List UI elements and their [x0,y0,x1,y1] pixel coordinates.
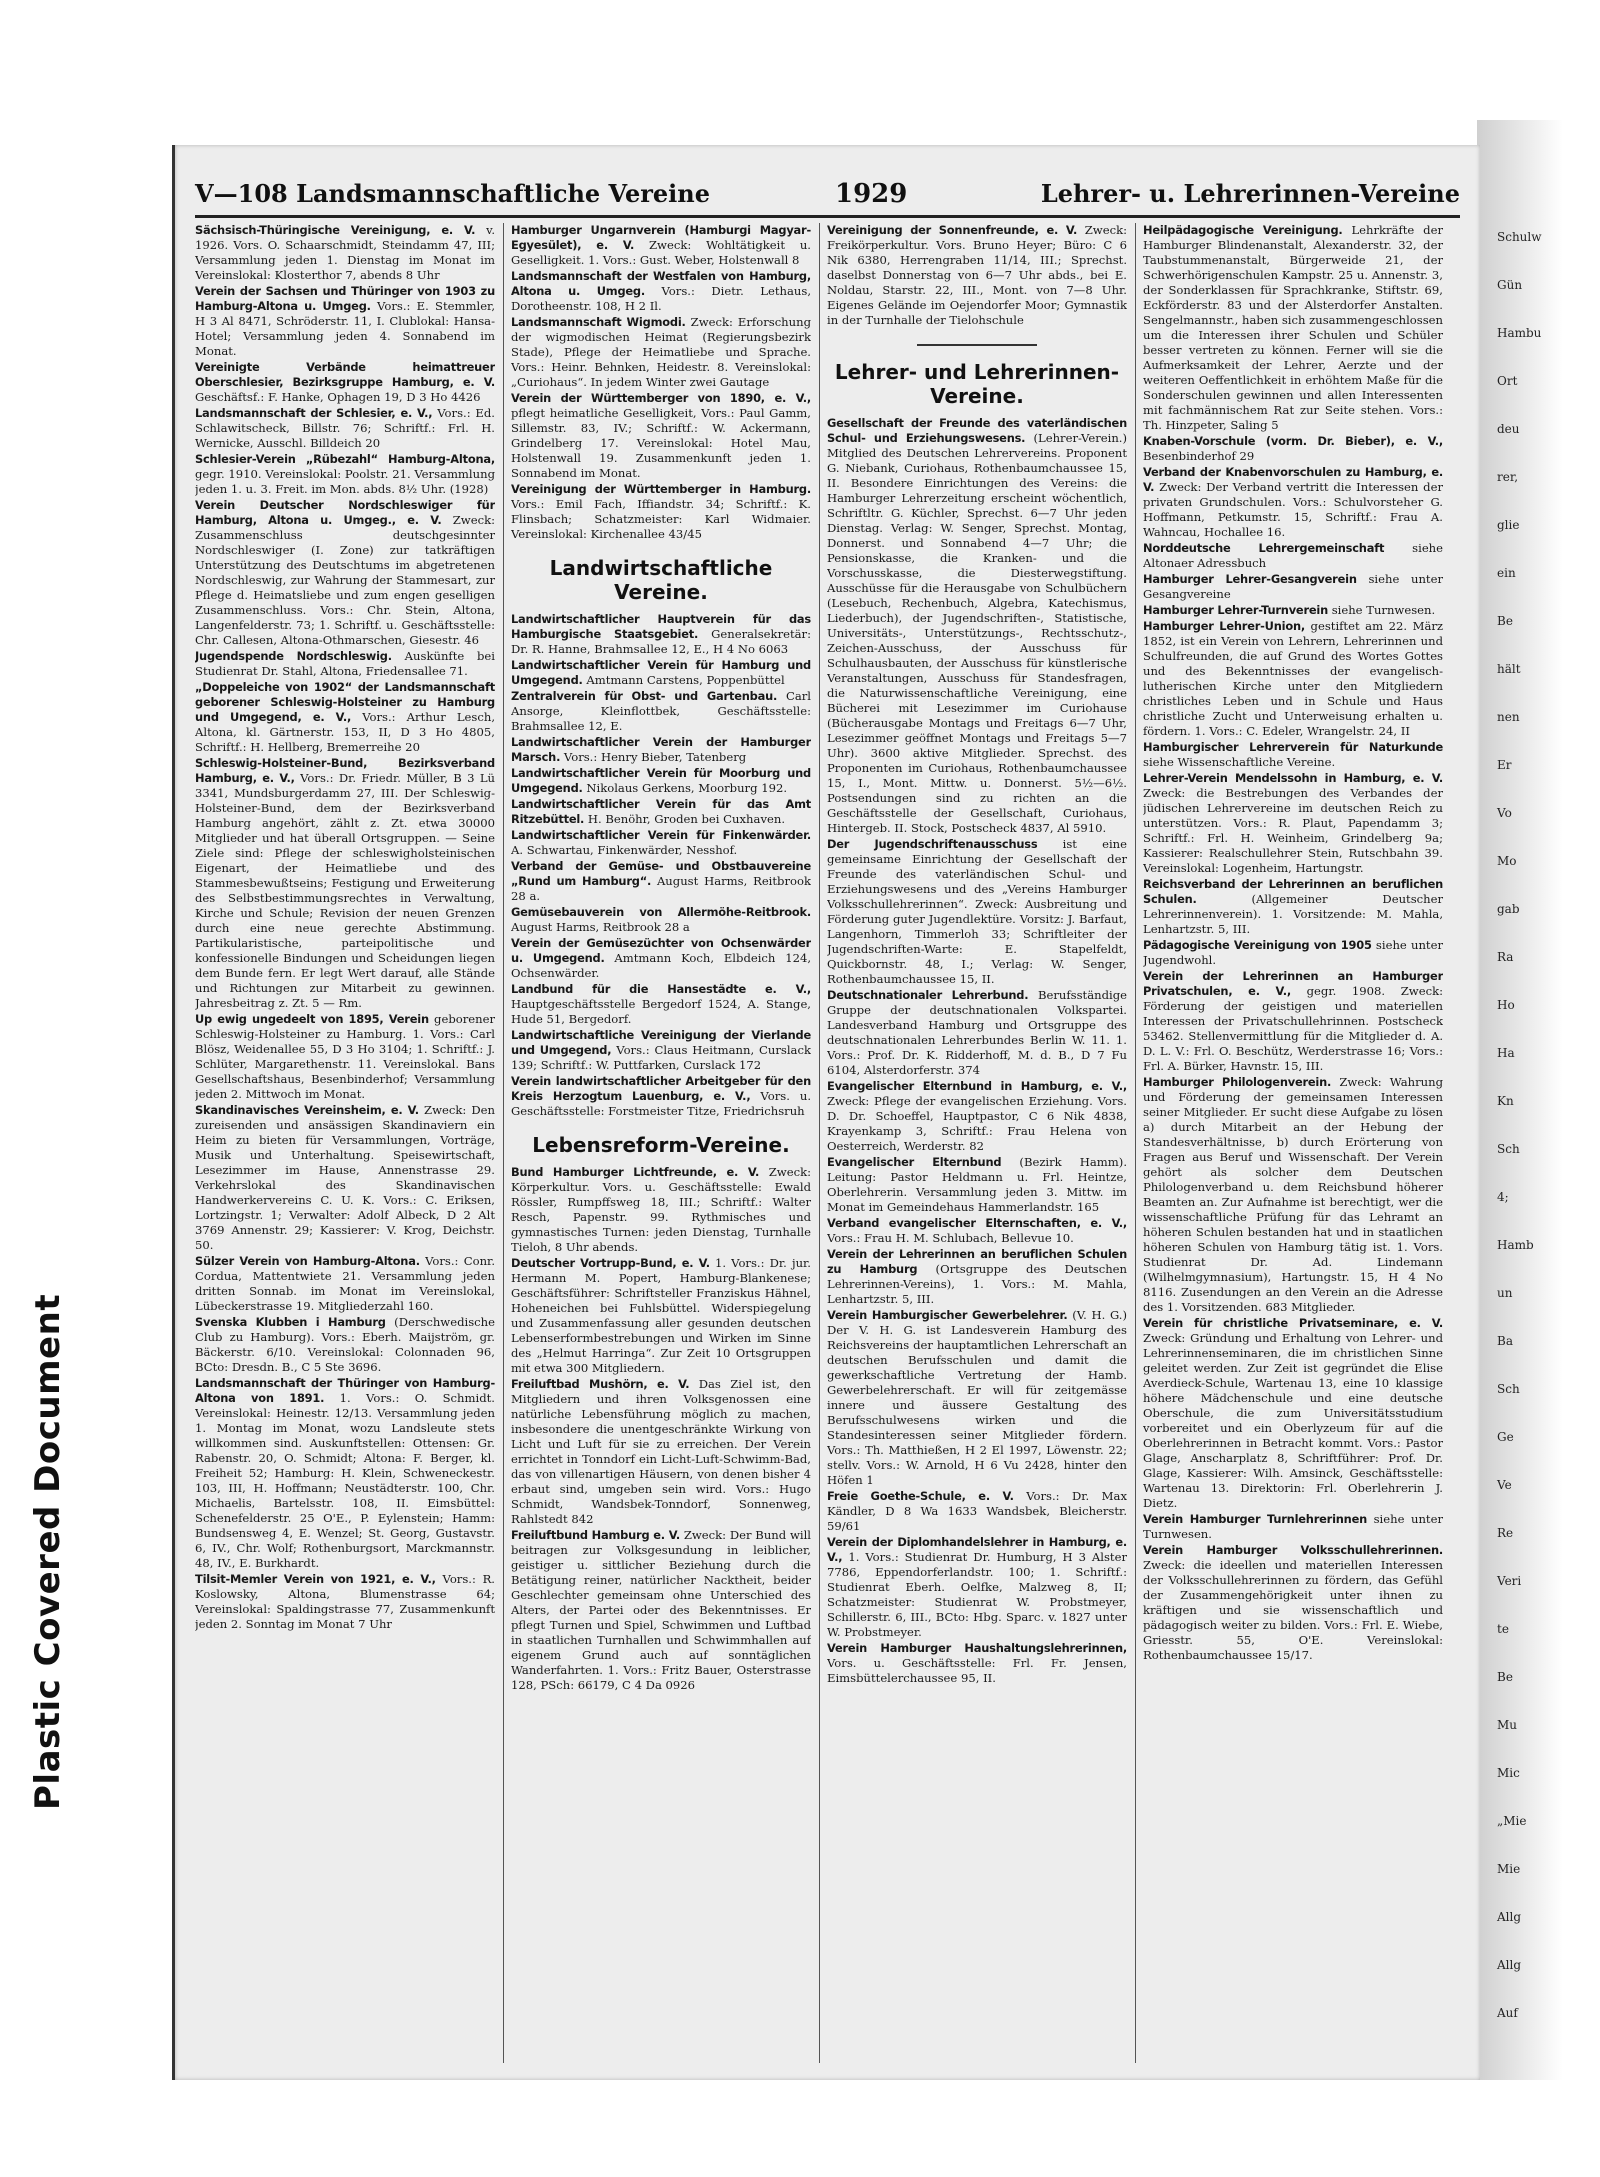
entry-text: Vors.: E. Stemmler, H 3 Al 8471, Schröderstr. 11, I. Clublokal: Hansa-Hotel; Versammlung jeden 4. Sonnabend im Monat. [195,299,495,358]
directory-entry [511,1377,811,1527]
directory-entry [511,936,811,981]
entry-title: Gemüsebauverein von Allermöhe-Reitbrook. [511,905,811,919]
directory-entry [1143,1316,1443,1511]
directory-entry [511,689,811,734]
directory-entry [827,1489,1127,1534]
entry-title: Evangelischer Elternbund in Hamburg, e. V., [827,1079,1127,1093]
directory-entry [511,269,811,314]
directory-entry [827,416,1127,836]
entry-title: Verband der Knabenvorschulen zu Hamburg, e. V. [1143,465,1443,494]
entry-text: Vors.: Henry Bieber, Tatenberg [563,750,747,764]
entry-title: Freiluftbad Mushörn, e. V. [511,1377,690,1391]
entry-text: (Bezirk Hamm). Leitung: Pastor Heldmann u. Frl. Heintze, Oberlehrerin. Versammlung jeden 3. Mittw. im Monat im Gemeindehaus Hammerlandstr. 165 [827,1155,1127,1214]
entry-title: Hamburger Ungarnverein (Hamburgi Magyar-Egyesület), e. V. [511,223,811,252]
next-page-fragment: Ho [1497,998,1515,1012]
entry-title: Landwirtschaftliche Vereinigung der Vierlande und Umgegend, [511,1028,811,1057]
entry-title: Verein der Sachsen und Thüringer von 1903 zu Hamburg-Altona u. Umgeg. [195,284,495,313]
entry-text: Das Ziel ist, den Mitgliedern und ihren Volksgenossen eine natürliche Lebensführung möglich zu machen, insbesondere die unentgeschränkte Wirkung von Licht und Luft für sie zu erreichen. Der Verein errichtet in Tonndorf ein Licht-Luft-Schwimm-Bad, das von villenartigen Häusern, von denen bisher 4 erbaut sind, umgeben sein wird. Vors.: Hugo Schmidt, Wandsbek-Tonndorf, Sonnenweg, Rahlstedt 842 [511,1377,811,1526]
next-page-fragment: Allg [1497,1958,1522,1972]
entry-title: Gesellschaft der Freunde des vaterländischen Schul- und Erziehungswesens. [827,416,1127,445]
directory-entry [1143,434,1443,464]
entry-title: Landwirtschaftlicher Verein der Hamburger Marsch. [511,735,811,764]
entry-title: Landwirtschaftlicher Verein für das Amt Ritzebüttel. [511,797,811,826]
entry-text: pflegt heimatliche Geselligkeit, Vors.: Paul Gamm, Sillemstr. 83, IV.; Schriftf.: W. Ackermann, Grindelberg 17. Vereinslokal: Hotel Mau, Holstenwall 19. Zusammenkunft jeden 1. Sonnabend im Monat. [511,406,811,480]
next-page-fragment: Mie [1497,1862,1521,1876]
directory-entry [1143,877,1443,937]
side-label: Plastic Covered Document [28,1293,68,1810]
header-right: Lehrer- u. Lehrerinnen-Vereine [1040,179,1460,208]
entry-title: Vereinigung der Sonnenfreunde, e. V. [827,223,1078,237]
entry-title: Landbund für die Hansestädte e. V., [511,982,811,996]
entry-text: Auskünfte bei Studienrat Dr. Stahl, Altona, Friedensallee 71. [195,649,495,678]
entry-text: 1. Vors.: Dr. jur. Hermann M. Popert, Hamburg-Blankenese; Geschäftsführer: Schriftsteller Franziskus Hähnel, Hoheneichen bei Fuhlsbüttel. Widerspiegelung und Zusammenfassung aller gesunden deutschen Lebenserformbestrebungen und Wirken im Sinne des „Helmut Harringa“. Zur Zeit 10 Ortsgruppen mit etwa 300 Mitgliedern. [511,1256,811,1375]
entry-title: Der Jugendschriftenausschuss [827,837,1038,851]
entry-text: Zweck: Der Bund will beitragen zur Volksgesundung in leiblicher, geistiger u. sittlicher Beziehung durch die Betätigung reiner, natürlicher Nacktheit, beider Geschlechter gemeinsam ohne Unterschied des Alters, der Partei oder des Bekenntnisses. Er pflegt Turnen und Spiel, Schwimmen und Luftbad in staatlichen Turnhallen und Schwimmhallen auf eigenem Grund auch auf sonntäglichen Wanderfahrten. 1. Vors.: Fritz Bauer, Osterstrasse 128, PSch: 66179, C 4 Da 0926 [511,1528,811,1692]
entry-title: Hamburger Philologenverein. [1143,1075,1332,1089]
next-page-fragment: Ha [1497,1046,1515,1060]
directory-entry [511,905,811,935]
entry-text: Vors.: Frau H. M. Schlubach, Bellevue 10. [827,1231,1074,1245]
entry-title: Jugendspende Nordschleswig. [195,649,392,663]
entry-title: Vereinigte Verbände heimattreuer Oberschlesier, Bezirksgruppe Hamburg, e. V. [195,360,495,389]
directory-entry [511,612,811,657]
entry-text: Amtmann Koch, Elbdeich 124, Ochsenwärder. [511,951,811,980]
entry-text: Vors. u. Geschäftsstelle: Forstmeister Titze, Friedrichsruh [511,1089,811,1118]
entry-title: Landwirtschaftlicher Verein für Moorburg und Umgegend. [511,766,811,795]
next-page-fragment: Mo [1497,854,1517,868]
entry-title: Landsmannschaft der Westfalen von Hamburg, Altona u. Umgeg. [511,269,811,298]
entry-text: Carl Ansorge, Kleinflottbek, Geschäftsstelle: Brahmsallee 12, E. [511,689,811,733]
directory-entry [1143,969,1443,1074]
entry-text: Zweck: Erforschung der wigmodischen Heimat (Regierungsbezirk Stade), Pflege der Heimatliebe und Sprache. Vors.: Heinr. Behnken, Heidestr. 8. Vereinslokal: „Curiohaus“. In jedem Winter zwei Gautage [511,315,811,389]
entry-text: A. Schwartau, Finkenwärder, Nesshof. [511,843,738,857]
column-4 [1143,223,1443,2063]
entry-title: Deutscher Vortrupp-Bund, e. V. [511,1256,710,1270]
entry-title: Verein der Gemüsezüchter von Ochsenwärder u. Umgegend. [511,936,811,965]
entry-title: Hamburger Lehrer-Union, [1143,619,1305,633]
next-page-fragment: Sch [1497,1142,1520,1156]
directory-entry [511,1074,811,1119]
next-page-fragment: Ve [1497,1478,1512,1492]
entry-text: August Harms, Reitbrook 28 a [511,920,690,934]
next-page-fragment: Gün [1497,278,1523,292]
next-page-fragment: Ort [1497,374,1518,388]
entry-title: Pädagogische Vereinigung von 1905 [1143,938,1372,952]
next-page-fragment: gab [1497,902,1520,916]
entry-text: Geschäftsf.: F. Hanke, Ophagen 19, D 3 Ho 4426 [195,390,481,404]
column-divider [1135,223,1136,2063]
next-page-fragment: Mu [1497,1718,1518,1732]
directory-entry [1143,223,1443,433]
entry-text: Zweck: Gründung und Erhaltung von Lehrer- und Lehrerinnenseminaren, die im christlichen Sinne geleitet werden. Zur Zeit ist gegründet die Elise Averdieck-Schule, Wartenau 13, eine 10 klassige höhere Mädchenschule und eine deutsche Oberschule, die zum Universitätsstudium vorbereitet und ein Oberlyzeum für auf die Oberlehrerinnen in Betracht kommt. Vors.: Pastor Glage, Anscharplatz 8, Schriftführer: Prof. Dr. Glage, Kassierer: Wilh. Amsinck, Geschäftsstelle: Wartenau 13. Direktorin: Frl. Oberlehrerin J. Dietz. [1143,1331,1443,1510]
entry-title: Landwirtschaftlicher Verein für Hamburg und Umgegend. [511,658,811,687]
next-page-fragment: Re [1497,1526,1514,1540]
column-divider [819,223,820,2063]
directory-entry [1143,1512,1443,1542]
entry-text: Vors.: Dr. Max Kändler, D 8 Wa 1633 Wandsbek, Bleicherstr. 59/61 [827,1489,1127,1533]
entry-text: Lehrkräfte der Hamburger Blindenanstalt, Alexanderstr. 32, der Taubstummenanstalt, Bürgerweide 21, der Schwerhörigenschulen Kampstr. 25 u. Annenstr. 3, der Sonderklassen für Sprachkranke, Stiftstr. 69, Eckförderstr. 83 und der Alsterdorfer Anstalten. Sengelmannstr., haben sich zusammengeschlossen um die Interessen ihrer Schulen und Schüler besser vertreten zu können. Ferner will sie die Aufmerksamkeit der Lehrer, Aerzte und der weiteren Oeffentlichkeit in erhöhtem Maße für die Sonderschulen gewinnen und allen Interessenten mit fachmännischem Rat zur Seite stehen. Vors.: Th. Hinzpeter, Saling 5 [1143,223,1443,432]
next-page-fragment: Sch [1497,1382,1520,1396]
entry-title: Lehrer-Verein Mendelssohn in Hamburg, e. V. [1143,771,1443,785]
directory-entry [827,837,1127,987]
next-page-fragment: Er [1497,758,1512,772]
entry-text: Zweck: die ideellen und materiellen Interessen der Volksschullehrerinnen zu fördern, das Gefühl der Zusammengehörigkeit unter ihnen zu kräftigen und sie wissenschaftlich und pädagogisch weiter zu bilden. Vors.: Frl. E. Wiebe, Griesstr. 55, O'E. Vereinslokal: Rothenbaumchaussee 15/17. [1143,1558,1443,1662]
entry-text: Zweck: Pflege der evangelischen Erziehung. Vors. D. Dr. Schoeffel, Hauptpastor, C 6 Nik 4838, Krayenkamp 3, Schriftf.: Frau Helena von Oesterreich, Werderstr. 82 [827,1094,1127,1153]
entry-title: Verband der Gemüse- und Obstbauvereine „Rund um Hamburg“. [511,859,811,888]
section-title-lebensreform: Lebensreform-Vereine. [532,1133,790,1157]
directory-entry [827,1079,1127,1154]
directory-entry [511,658,811,688]
entry-text: siehe unter Gesangvereine [1143,572,1443,601]
entry-text: Vors.: Arthur Lesch, Altona, kl. Gärtnerstr. 153, II, D 3 Ho 4805, Schriftf.: H. Hellberg, Bremerreihe 20 [195,710,495,754]
entry-title: Landsmannschaft der Schlesier, e. V., [195,406,433,420]
entry-text: Zweck: die Bestrebungen des Verbandes der jüdischen Lehrervereine im deutschen Reich zu unterstützen. Vors.: R. Plaut, Papendamm 3; Schriftf.: Frl. H. Weinheim, Grindelberg 9a; Kassierer: Realschullehrer Stein, Rutschbahn 39. Vereinslokal: Logenheim, Hartungstr. [1143,786,1443,875]
entry-text: Vors.: Claus Heitmann, Curslack 139; Schriftf.: W. Puttfarken, Curslack 172 [511,1043,811,1072]
entry-title: Landwirtschaftlicher Hauptverein für das Hamburgische Staatsgebiet. [511,612,811,641]
next-page-fragment: te [1497,1622,1509,1636]
entry-title: Verein Hamburgischer Gewerbelehrer. [827,1308,1068,1322]
directory-entry [511,797,811,827]
directory-entry [511,828,811,858]
entry-text: Vors.: Dietr. Lethaus, Dorotheenstr. 108, H 2 Il. [511,284,811,313]
entry-text: (Allgemeiner Deutscher Lehrerinnenverein). 1. Vorsitzende: M. Mahla, Lenhartzstr. 5, III. [1143,892,1443,936]
section-title-landwirtschaft: Landwirtschaftliche Vereine. [549,556,773,604]
directory-entry [827,1247,1127,1307]
entry-text: gegr. 1908. Zweck: Förderung der geistigen und materiellen Interessen der Privatschullehrinnen. Postscheck 53462. Stellenvermittlung für die Mitglieder d. A. D. L. V.: Frl. O. Beschütz, Werderstrasse 16; Vors.: Frl. A. Bürker, Havnstr. 15, III. [1143,984,1443,1073]
entry-title: Hamburgischer Lehrerverein für Naturkunde [1143,740,1443,754]
entry-title: Reichsverband der Lehrerinnen an beruflichen Schulen. [1143,877,1443,906]
entry-title: Landsmannschaft der Thüringer von Hamburg-Altona von 1891. [195,1376,495,1405]
entry-text: Zweck: Der Verband vertritt die Interessen der privaten Grundschulen. Vors.: Schulvorsteher G. Hoffmann, Petkumstr. 15, Schriftf.: Frau A. Wahncau, Hochallee 16. [1143,480,1443,539]
directory-entry [1143,619,1443,739]
entry-title: Verein Deutscher Nordschleswiger für Hamburg, Altona u. Umgeg., e. V. [195,498,495,527]
entry-title: Schlesier-Verein „Rübezahl“ Hamburg-Altona, [195,452,495,466]
entry-title: Evangelischer Elternbund [827,1155,1002,1169]
directory-entry [827,1308,1127,1488]
directory-entry [1143,1075,1443,1315]
entry-title: Verein für christliche Privatseminare, e. V. [1143,1316,1443,1330]
entry-title: Verein landwirtschaftlicher Arbeitgeber für den Kreis Herzogtum Lauenburg, e. V., [511,1074,811,1103]
column-1 [195,223,495,2063]
directory-entry [511,482,811,542]
entry-text: siehe Wissenschaftliche Vereine. [1143,755,1336,769]
entry-text: H. Benöhr, Groden bei Cuxhaven. [587,812,786,826]
header-year: 1929 [835,179,908,209]
entry-text: Generalsekretär: Dr. R. Hanne, Brahmsallee 12, E., H 4 No 6063 [511,627,811,656]
entry-title: Verein der Württemberger von 1890, e. V., [511,391,811,405]
entry-text: (Lehrer-Verein.) Mitglied des Deutschen Lehrervereins. Proponent G. Niebank, Curiohaus, Rothenbaumchaussee 15, II. Besondere Einrichtungen des Vereins: die Hamburger Lehrerzeitung erscheint wöchentlich, Schriftltr. G. Küchler, Sprechst. 6—7 Uhr jeden Dienstag. Verlag: W. Senger, Sprechst. Montag, Donnerst. und Sonnabend 4—7 Uhr; die Pensionskasse, die Kranken- und die Vorschusskasse, die Diesterwegstiftung. Ausschüsse für die Herausgabe von Schulbüchern (Lesebuch, Rechenbuch, Algebra, Katechismus, Liederbuch), der Jugendschriften-, Statistische, Universitäts-, Unterstützungs-, Rechtsschutz-, Zeichen-Ausschuss, der Ausschuss für Schulhausbauten, der Ausschuss für künstlerische Veranstaltungen, Ausschuss für Standesfragen, die Naturwissenschaftliche Vereinigung, eine Bücherei mit Lesezimmer im Curiohause (Bücherausgabe Montags und Freitags 6—7 Uhr, Lesezimmer geöffnet Montags und Freitags 5—7 Uhr). 3600 aktive Mitglieder. Sprechst. des Proponenten im Curiohaus, Rothenbaumchaussee 15, I., Mont. Mittw. u. Donnerst. 5½—6½. Postsendungen sind zu richten an die Geschäftsstelle der Gesellschaft, Curiohaus, Hintergeb. II. Stock, Postscheck 4837, Al 5910. [827,431,1127,835]
entry-title: Tilsit-Memler Verein von 1921, e. V., [195,1572,436,1586]
entry-text: Zweck: Den zureisenden und ansässigen Skandinaviern ein Heim zu bieten für Versammlungen, Vorträge, Musik und Unterhaltung. Speisewirtschaft, Lesezimmer im Hause, Annenstrasse 29. Verkehrslokal des Skandinavischen Handwerkervereins C. U. K. Vors.: C. Eriksen, Lortzingstr. 1; Verwalter: Adolf Albeck, D 2 Alt 3769 Annenstr. 29; Kassierer: V. Krog, Deichstr. 50. [195,1103,495,1252]
section-title-lehrer: Lehrer- und Lehrerinnen-Vereine. [834,360,1120,408]
next-page-fragment: Ba [1497,1334,1513,1348]
directory-entry [511,315,811,390]
next-page-fragment: Be [1497,1670,1513,1684]
entry-text: Vors.: Dr. Friedr. Müller, B 3 Lü 3341, Mundsburgerdamm 27, III. Der Schleswig-Holsteiner-Bund, dem der Bezirksverband Hamburg angehört, zählt z. Zt. etwa 30000 Mitglieder und hat überall Ortsgruppen. — Seine Ziele sind: Pflege der schleswigholsteinischen Eigenart, der Heimatliebe und des Stammesbewußtseins; Festigung und Erweiterung des Selbstbestimmungsrechtes in Verwaltung, Kirche und Schule; Revision der neuen Grenzen durch eine neue gerechte Abstimmung. Partikularistische, parteipolitische und konfessionelle Bindungen und Scheidungen liegen dem Bunde fern. Er legt Wert darauf, alle Stände und Richtungen zur Mitarbeit zu gewinnen. Jahresbeitrag z. Zt. 5 — Rm. [195,771,495,1010]
entry-text: Zweck: Freikörperkultur. Vors. Bruno Heyer; Büro: C 6 Nik 6380, Herrengraben 11/14, III.; Sprechst. daselbst Donnerstag von 6—7 Uhr abds., bei E. Noldau, Starstr. 22, III., Mont. von 7—8 Uhr. Eigenes Gelände im Oejendorfer Moor; Gymnastik in der Turnhalle der Tielohschule [827,223,1127,327]
entry-text: siehe unter Turnwesen. [1143,1512,1443,1541]
next-page-fragment: glie [1497,518,1520,532]
document-page [172,145,1480,2080]
entry-text: ist eine gemeinsame Einrichtung der Gesellschaft der Freunde des vaterländischen Schul- und Erziehungswesens und des „Vereins Hamburger Volksschullehrerinnen“. Zweck: Ausbreitung und Förderung guter Jugendlektüre. Vorsitz: J. Barfaut, Langenhorn, Timmerloh 33; Schriftleiter der Jugendschriften-Warte: E. Stapelfeldt, Quickbornstr. 48, I.; Verlag: W. Senger, Rothenbaumchaussee 15, II. [827,837,1127,986]
directory-entry [195,284,495,359]
entry-text: gestiftet am 22. März 1852, ist ein Verein von Lehrern, Lehrerinnen und Schulfreunden, die auf Grund des Wortes Gottes und des Bekenntnisses der evangelisch-lutherischen Kirche unter den Mitgliedern christliches Leben und in Schule und Haus christliche Zucht und Unterweisung erhalten u. fördern. 1. Vors.: C. Edeler, Wrangelstr. 24, II [1143,619,1443,738]
entry-text: 1. Vors.: Studienrat Dr. Humburg, H 3 Alster 7786, Eppendorferlandstr. 100; 1. Schriftf.: Studienrat Eberh. Oelfke, Malzweg 8, II; Schatzmeister: Studienrat W. Probstmeyer, Schillerstr. 6, III., BCto: Hbg. Sparc. v. 1827 unter W. Probstmeyer. [827,1550,1127,1639]
next-page-fragment: hält [1497,662,1521,676]
directory-entry [195,1254,495,1314]
page-header [195,175,1460,218]
entry-title: Verein der Lehrerinnen an beruflichen Schulen zu Hamburg [827,1247,1127,1276]
entry-text: Zweck: Wohltätigkeit u. Geselligkeit. 1. Vors.: Gust. Weber, Holstenwall 8 [511,238,811,267]
directory-entry [195,1572,495,1632]
directory-entry [1143,603,1443,618]
entry-title: Verein Hamburger Turnlehrerinnen [1143,1512,1368,1526]
entry-text: v. 1926. Vors. O. Schaarschmidt, Steindamm 47, III; Versammlung jeden 1. Dienstag im Monat im Vereinslokal: Klosterthor 7, abends 8 Uhr [195,223,495,282]
directory-entry [1143,740,1443,770]
next-page-fragment: Veri [1497,1574,1522,1588]
entry-title: Hamburger Lehrer-Gesangverein [1143,572,1357,586]
next-page-fragment: ein [1497,566,1516,580]
column-2 [511,223,811,2063]
entry-text: (V. H. G.) Der V. H. G. ist Landesverein Hamburg des Reichsvereins der hauptamtlichen Lehrerschaft an deutschen Berufsschulen und damit die gewerkschaftliche Vertretung der Hamb. Gewerbelehrerschaft. Er will für zeitgemässe innere und äussere Gestaltung des Berufsschulwesens wirken und die Standesinteressen seiner Mitglieder fördern. Vors.: Th. Matthießen, H 2 El 1997, Löwenstr. 22; stellv. Vors.: W. Arnold, H 6 Vu 2428, hinter den Höfen 1 [827,1308,1127,1487]
next-page-fragment: „Mie [1497,1814,1527,1828]
entry-text: gegr. 1910. Vereinslokal: Poolstr. 21. Versammlung jeden 1. u. 3. Freit. im Mon. abds. 8½ Uhr. (1928) [195,467,495,496]
next-page-edge [1477,120,1600,2080]
entry-title: Landwirtschaftlicher Verein für Finkenwärder. [511,828,811,842]
entry-text: Amtmann Carstens, Poppenbüttel [586,673,785,687]
entry-title: Freie Goethe-Schule, e. V. [827,1489,1014,1503]
directory-entry [511,1256,811,1376]
directory-entry [511,1028,811,1073]
entry-text: (Derschwedische Club zu Hamburg). Vors.: Eberh. Maijström, gr. Bäckerstr. 6/10. Vereinslokal: Colonnaden 96, BCto: Dresdn. B., C 5 Ste 3696. [195,1315,495,1374]
entry-title: Freiluftbund Hamburg e. V. [511,1528,681,1542]
directory-entry [195,406,495,451]
directory-entry [827,1535,1127,1640]
entry-text: (Ortsgruppe des Deutschen Lehrerinnen-Vereins), 1. Vors.: M. Mahla, Lenhartzstr. 5, III. [827,1262,1127,1306]
entry-text: siehe Altonaer Adressbuch [1143,541,1443,570]
entry-title: Sülzer Verein von Hamburg-Altona. [195,1254,420,1268]
next-page-fragment: Schulw [1497,230,1542,244]
entry-title: Deutschnationaler Lehrerbund. [827,988,1029,1002]
entry-text: geborener Schleswig-Holsteiner zu Hamburg. 1. Vors.: Carl Blösz, Weidenallee 55, D 3 Ho 3104; 1. Schriftf.: J. Schlüter, Margarethenstr. 11. Vereinslokal. Bans Gesellschaftshaus, Besenbinderhof; Versammlung jeden 2. Mittwoch im Monat. [195,1012,495,1101]
directory-entry [1143,1543,1443,1663]
next-page-fragment: Hambu [1497,326,1542,340]
directory-entry [195,756,495,1011]
entry-title: Zentralverein für Obst- und Gartenbau. [511,689,778,703]
directory-entry [511,223,811,268]
entry-title: Knaben-Vorschule (vorm. Dr. Bieber), e. V., [1143,434,1443,448]
entry-title: Svenska Klubben i Hamburg [195,1315,386,1329]
column-3 [827,223,1127,2063]
entry-title: Schleswig-Holsteiner-Bund, Bezirksverband Hamburg, e. V., [195,756,495,785]
directory-entry [827,1641,1127,1686]
directory-entry [511,1528,811,1693]
directory-entry [827,988,1127,1078]
directory-entry [195,360,495,405]
entry-text: Vors.: Ed. Schlawitscheck, Billstr. 76; Schriftf.: Frl. H. Wernicke, Ausschl. Billdeich 20 [195,406,495,450]
entry-text: Vors.: R. Koslowsky, Altona, Blumenstrasse 64; Vereinslokal: Spaldingstrasse 77, Zusammenkunft jeden 2. Sonntag im Monat 7 Uhr [195,1572,495,1631]
entry-text: Nikolaus Gerkens, Moorburg 192. [586,781,788,795]
directory-entry [195,1103,495,1253]
entry-title: Verein Hamburger Volksschullehrerinnen. [1143,1543,1443,1557]
entry-title: Landsmannschaft Wigmodi. [511,315,686,329]
directory-entry [511,391,811,481]
header-left: V—108 Landsmannschaftliche Vereine [195,179,710,208]
directory-entry [195,452,495,497]
column-divider [503,223,504,2063]
next-page-fragment: 4; [1497,1190,1509,1204]
next-page-fragment: Auf [1497,2006,1518,2020]
entry-text: Vors.: Conr. Cordua, Mattentwiete 21. Versammlung jeden dritten Sonnab. im Monat im Vereinslokal, Lübeckerstrasse 19. Mitgliederzahl 160. [195,1254,495,1313]
directory-entry [511,766,811,796]
directory-entry [195,680,495,755]
entry-text: Zweck: Zusammenschluss deutschgesinnter Nordschleswiger (I. Zone) zur tatkräftigen Unterstützung des Deutschtums im abgetretenen Nordschleswig, zur Wahrung der Stammesart, zur Pflege d. Heimatsliebe und zum engen geselligen Zusammenschluss. Vors.: Chr. Stein, Altona, Langenfelderstr. 73; 1. Schriftf. u. Geschäftsstelle: Chr. Callesen, Altona-Othmarschen, Giesestr. 46 [195,513,495,647]
directory-entry [195,1315,495,1375]
entry-title: Verband evangelischer Elternschaften, e. V., [827,1216,1127,1230]
next-page-fragment: un [1497,1286,1513,1300]
directory-entry [511,1165,811,1255]
entry-text: Besenbinderhof 29 [1143,449,1255,463]
directory-entry [1143,465,1443,540]
directory-entry [827,1155,1127,1215]
entry-text: Hauptgeschäftsstelle Bergedorf 1524, A. Stange, Hude 51, Bergedorf. [511,997,811,1026]
directory-entry [195,1376,495,1571]
next-page-fragment: Vo [1497,806,1512,820]
directory-entry [195,649,495,679]
directory-entry [195,498,495,648]
entry-title: „Doppeleiche von 1902“ der Landsmannschaft geborener Schleswig-Holsteiner zu Hamburg und Umgegend, e. V., [195,680,495,724]
entry-title: Sächsisch-Thüringische Vereinigung, e. V. [195,223,476,237]
entry-title: Heilpädagogische Vereinigung. [1143,223,1343,237]
section-rule [917,344,1037,346]
next-page-fragment: Hamb [1497,1238,1534,1252]
next-page-fragment: Be [1497,614,1513,628]
entry-title: Verein der Lehrerinnen an Hamburger Privatschulen, e. V., [1143,969,1443,998]
entry-text: Vors. u. Geschäftsstelle: Frl. Fr. Jensen, Eimsbüttelerchaussee 95, II. [827,1656,1127,1685]
entry-text: siehe unter Jugendwohl. [1143,938,1443,967]
directory-entry [1143,771,1443,876]
entry-title: Verein der Diplomhandelslehrer in Hamburg, e. V., [827,1535,1127,1564]
directory-entry [827,1216,1127,1246]
entry-title: Norddeutsche Lehrergemeinschaft [1143,541,1385,555]
entry-title: Vereinigung der Württemberger in Hamburg. [511,482,811,496]
next-page-fragment: Kn [1497,1094,1514,1108]
entry-title: Hamburger Lehrer-Turnverein [1143,603,1328,617]
next-page-fragment: nen [1497,710,1520,724]
directory-entry [827,223,1127,328]
entry-text: Vors.: Emil Fach, Iffiandstr. 34; Schriftf.: K. Flinsbach; Schatzmeister: Karl Widmaier. Vereinslokal: Kirchenallee 43/45 [511,497,811,541]
entry-title: Skandinavisches Vereinsheim, e. V. [195,1103,419,1117]
next-page-fragment: rer, [1497,470,1519,484]
entry-title: Verein Hamburger Haushaltungslehrerinnen, [827,1641,1127,1655]
next-page-fragment: Ra [1497,950,1514,964]
entry-text: Zweck: Wahrung und Förderung der gemeinsamen Interessen seiner Mitglieder. Er sucht diese Aufgabe zu lösen a) durch Mitarbeit an der Hebung der Standesverhältnisse, b) durch Erörterung von Fragen aus Beruf und Wissenschaft. Der Verein gehört als solcher dem Deutschen Philologenverband u. dem Reichsbund höherer Beamten an. Zur Aufnahme ist berechtigt, wer die wissenschaftliche Prüfung für das Lehramt an höheren Schulen bestanden hat und in staatlichen höheren Schulen von Hamburg tätig ist. 1. Vors. Studienrat Dr. Ad. Lindemann (Wilhelmgymnasium), Hartungstr. 15, H 4 No 8116. Zusendungen an den Verein an die Adresse des 1. Vorsitzenden. 683 Mitglieder. [1143,1075,1443,1314]
next-page-fragment: Allg [1497,1910,1522,1924]
entry-text: Zweck: Körperkultur. Vors. u. Geschäftsstelle: Ewald Rössler, Rumpffsweg 18, III.; Schriftf.: Walter Resch, Papenstr. 99. Rythmisches und gymnastisches Turnen: jeden Dienstag, Turnhalle Tieloh, 8 Uhr abends. [511,1165,811,1254]
directory-entry [511,735,811,765]
directory-entry [1143,572,1443,602]
directory-entry [511,859,811,904]
entry-text: August Harms, Reitbrook 28 a. [511,874,811,903]
next-page-fragment: deu [1497,422,1520,436]
entry-text: Berufsständige Gruppe der deutschnationalen Volkspartei. Landesverband Hamburg und Ortsgruppe des deutschnationalen Lehrerbundes Berlin W. 11. 1. Vors.: Prof. Dr. K. Ridderhoff, M. d. B., D 7 Fu 6104, Alsterdorferstr. 374 [827,988,1127,1077]
directory-entry [1143,938,1443,968]
directory-entry [1143,541,1443,571]
entry-title: Bund Hamburger Lichtfreunde, e. V. [511,1165,760,1179]
directory-entry [195,223,495,283]
entry-text: siehe Turnwesen. [1331,603,1436,617]
next-page-fragment: Ge [1497,1430,1514,1444]
entry-text: 1. Vors.: O. Schmidt. Vereinslokal: Heinestr. 12/13. Versammlung jeden 1. Montag im Monat, wozu Landsleute stets willkommen sind. Auskunftstellen: Ottensen: Gr. Rabenstr. 20, O. Schmidt; Altona: F. Berger, kl. Freiheit 52; Hamburg: H. Klein, Schweneckestr. 103, III, H. Hoffmann; Neustädterstr. 100, Chr. Michaelis, Bartelsstr. 108, II. Eimsbüttel: Schenefelderstr. 25 O'E., P. Eylenstein; Hamm: Bundsensweg 4, E. Wenzel; St. Georg, Gustavstr. 6, IV., Chr. Wolf; Rothenburgsort, Marckmannstr. 48, IV., E. Burkhardt. [195,1391,495,1570]
directory-entry [511,982,811,1027]
entry-title: Up ewig ungedeelt von 1895, Verein [195,1012,429,1026]
next-page-fragment: Mic [1497,1766,1520,1780]
directory-entry [195,1012,495,1102]
